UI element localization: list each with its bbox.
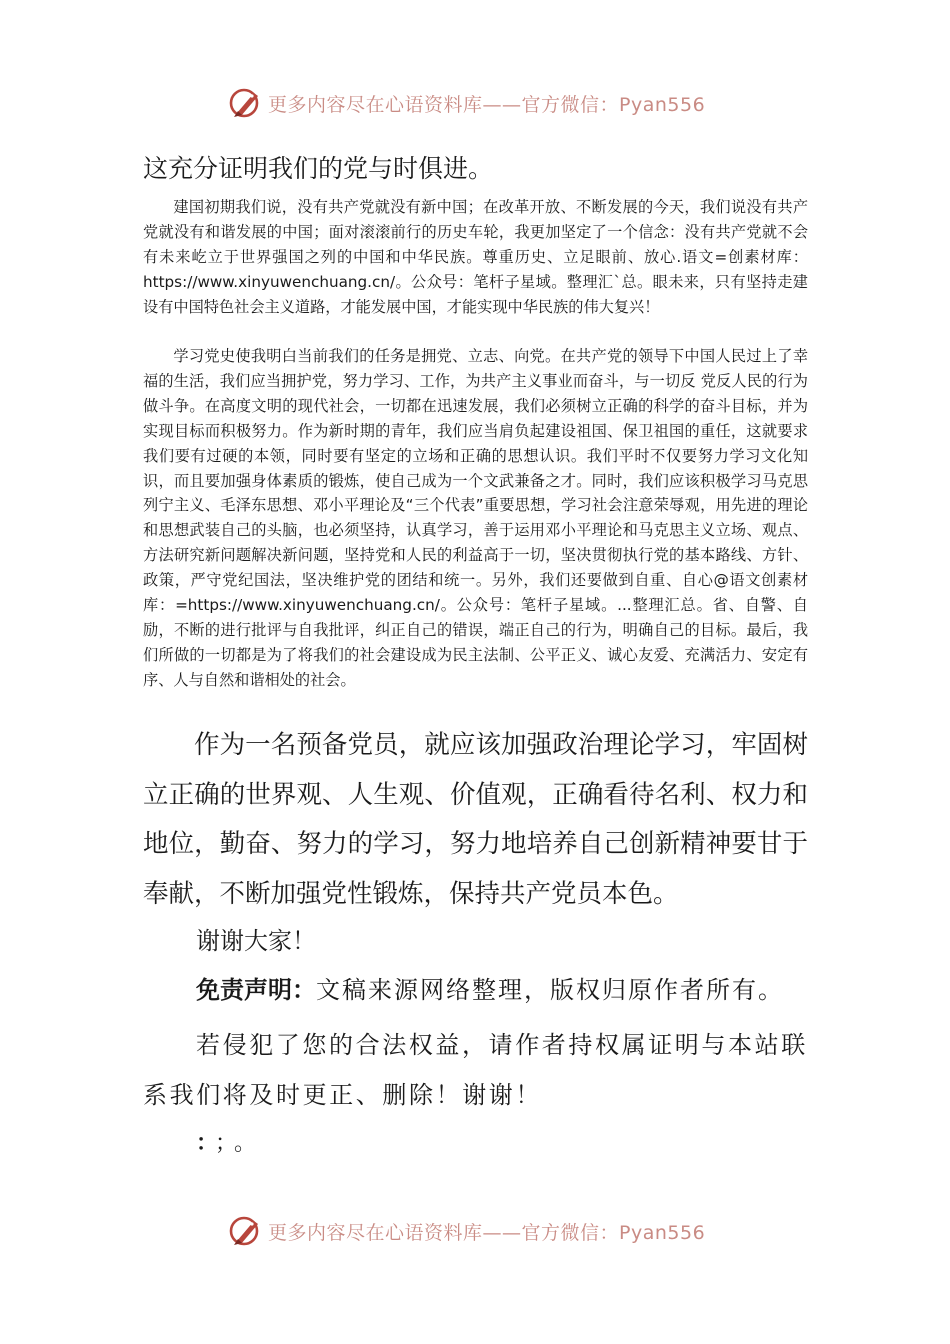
punct-rest: ；。: [215, 1131, 265, 1156]
banner-account: Pyan556: [619, 1221, 706, 1244]
paragraph-probationary-member: 作为一名预备党员，就应该加强政治理论学习，牢固树立正确的世界观、人生观、价值观，正确看待名利、权力和地位，勤奋、努力的学习，努力地培养自己创新精神要甘于奉献，不断加强党性锻炼，保持共产党员本色。: [143, 730, 808, 909]
disclaimer-text: 文稿来源网络整理，版权归原作者所有。: [316, 976, 784, 1004]
thanks-line: 谢谢大家！: [196, 927, 316, 955]
pen-nib-logo-icon: [228, 1213, 264, 1249]
paragraph-party-history: 学习党史使我明白当前我们的任务是拥党、立志、向党。在共产党的领导下中国人民过上了幸福的生活，我们应当拥护党，努力学习、工作，为共产主义事业而奋斗，与一切反 党反人民的行为做斗争。在高度文明的现代社会，一切都在迅速发展，我们必须树立正确的科学的奋斗目标，并为实现目标而积极努力。作为新时期的青年，我们应当肩负起建设祖国、保卫祖国的重任，这就要求我们要有过硬的本领，同时要有坚定的立场和正确的思想认识。我们平时不仅要努力学习文化知识，而且要加强身体素质的锻炼，使自己成为一个文武兼备之才。同时，我们应该积极学习马克思列宁主义、毛泽东思想、邓小平理论及“三个代表”重要思想，学习社会注意荣辱观，用先进的理论和思想武装自己的头脑，也必须坚持，认真学习，善于运用邓小平理论和马克思主义立场、观点、方法研究新问题解决新问题，坚持党和人民的利益高于一切，坚决贯彻执行党的基本路线、方针、政策，严守党纪国法，坚决维护党的团结和统一。另外，我们还要做到自重、自心@语文创素材库：=https://www.xinyuwenchuang.cn/。公众号：笔杆子星域。...整理汇总。省、自警、自励，不断的进行批评与自我批评，纠正自己的错误，端正自己的行为，明确自己的目标。最后，我们所做的一切都是为了将我们的社会建设成为民主法制、公平正义、诚心友爱、充满活力、安定有序、人与自然和谐相处的社会。: [143, 347, 808, 689]
pen-nib-logo-icon: [228, 85, 264, 121]
banner-site-text: 更多内容尽在心语资料库——官方微信：: [268, 1221, 620, 1244]
footer-banner: [228, 1211, 748, 1251]
contact-notice: 若侵犯了您的合法权益，请作者持权属证明与本站联系我们将及时更正、删除！谢谢！: [143, 1031, 808, 1109]
punct-bold: ：: [196, 1130, 216, 1156]
disclaimer: [196, 969, 784, 1011]
banner-text: [268, 1218, 705, 1245]
trailing-punctuation: [196, 1126, 264, 1161]
banner-account: Pyan556: [619, 93, 706, 116]
paragraph-founding: 建国初期我们说，没有共产党就没有新中国；在改革开放、不断发展的今天，我们说没有共产党就没有和谐发展的中国；面对滚滚前行的历史车轮，我更加坚定了一个信念：没有共产党就不会有未来屹立于世界强国之列的中国和中华民族。尊重历史、立足眼前、放心.语文=创素材库：https://www.xinyuwenchuang.cn/。公众号：笔杆子星域。整理汇`总。眼未来，只有坚持走建设有中国特色社会主义道路，才能发展中国，才能实现中华民族的伟大复兴！: [143, 198, 808, 316]
header-banner: [228, 83, 748, 123]
banner-text: [268, 90, 705, 117]
lead-line: 这充分证明我们的党与时俱进。: [143, 154, 494, 183]
disclaimer-label: 免责声明：: [196, 976, 316, 1004]
banner-site-text: 更多内容尽在心语资料库——官方微信：: [268, 93, 620, 116]
